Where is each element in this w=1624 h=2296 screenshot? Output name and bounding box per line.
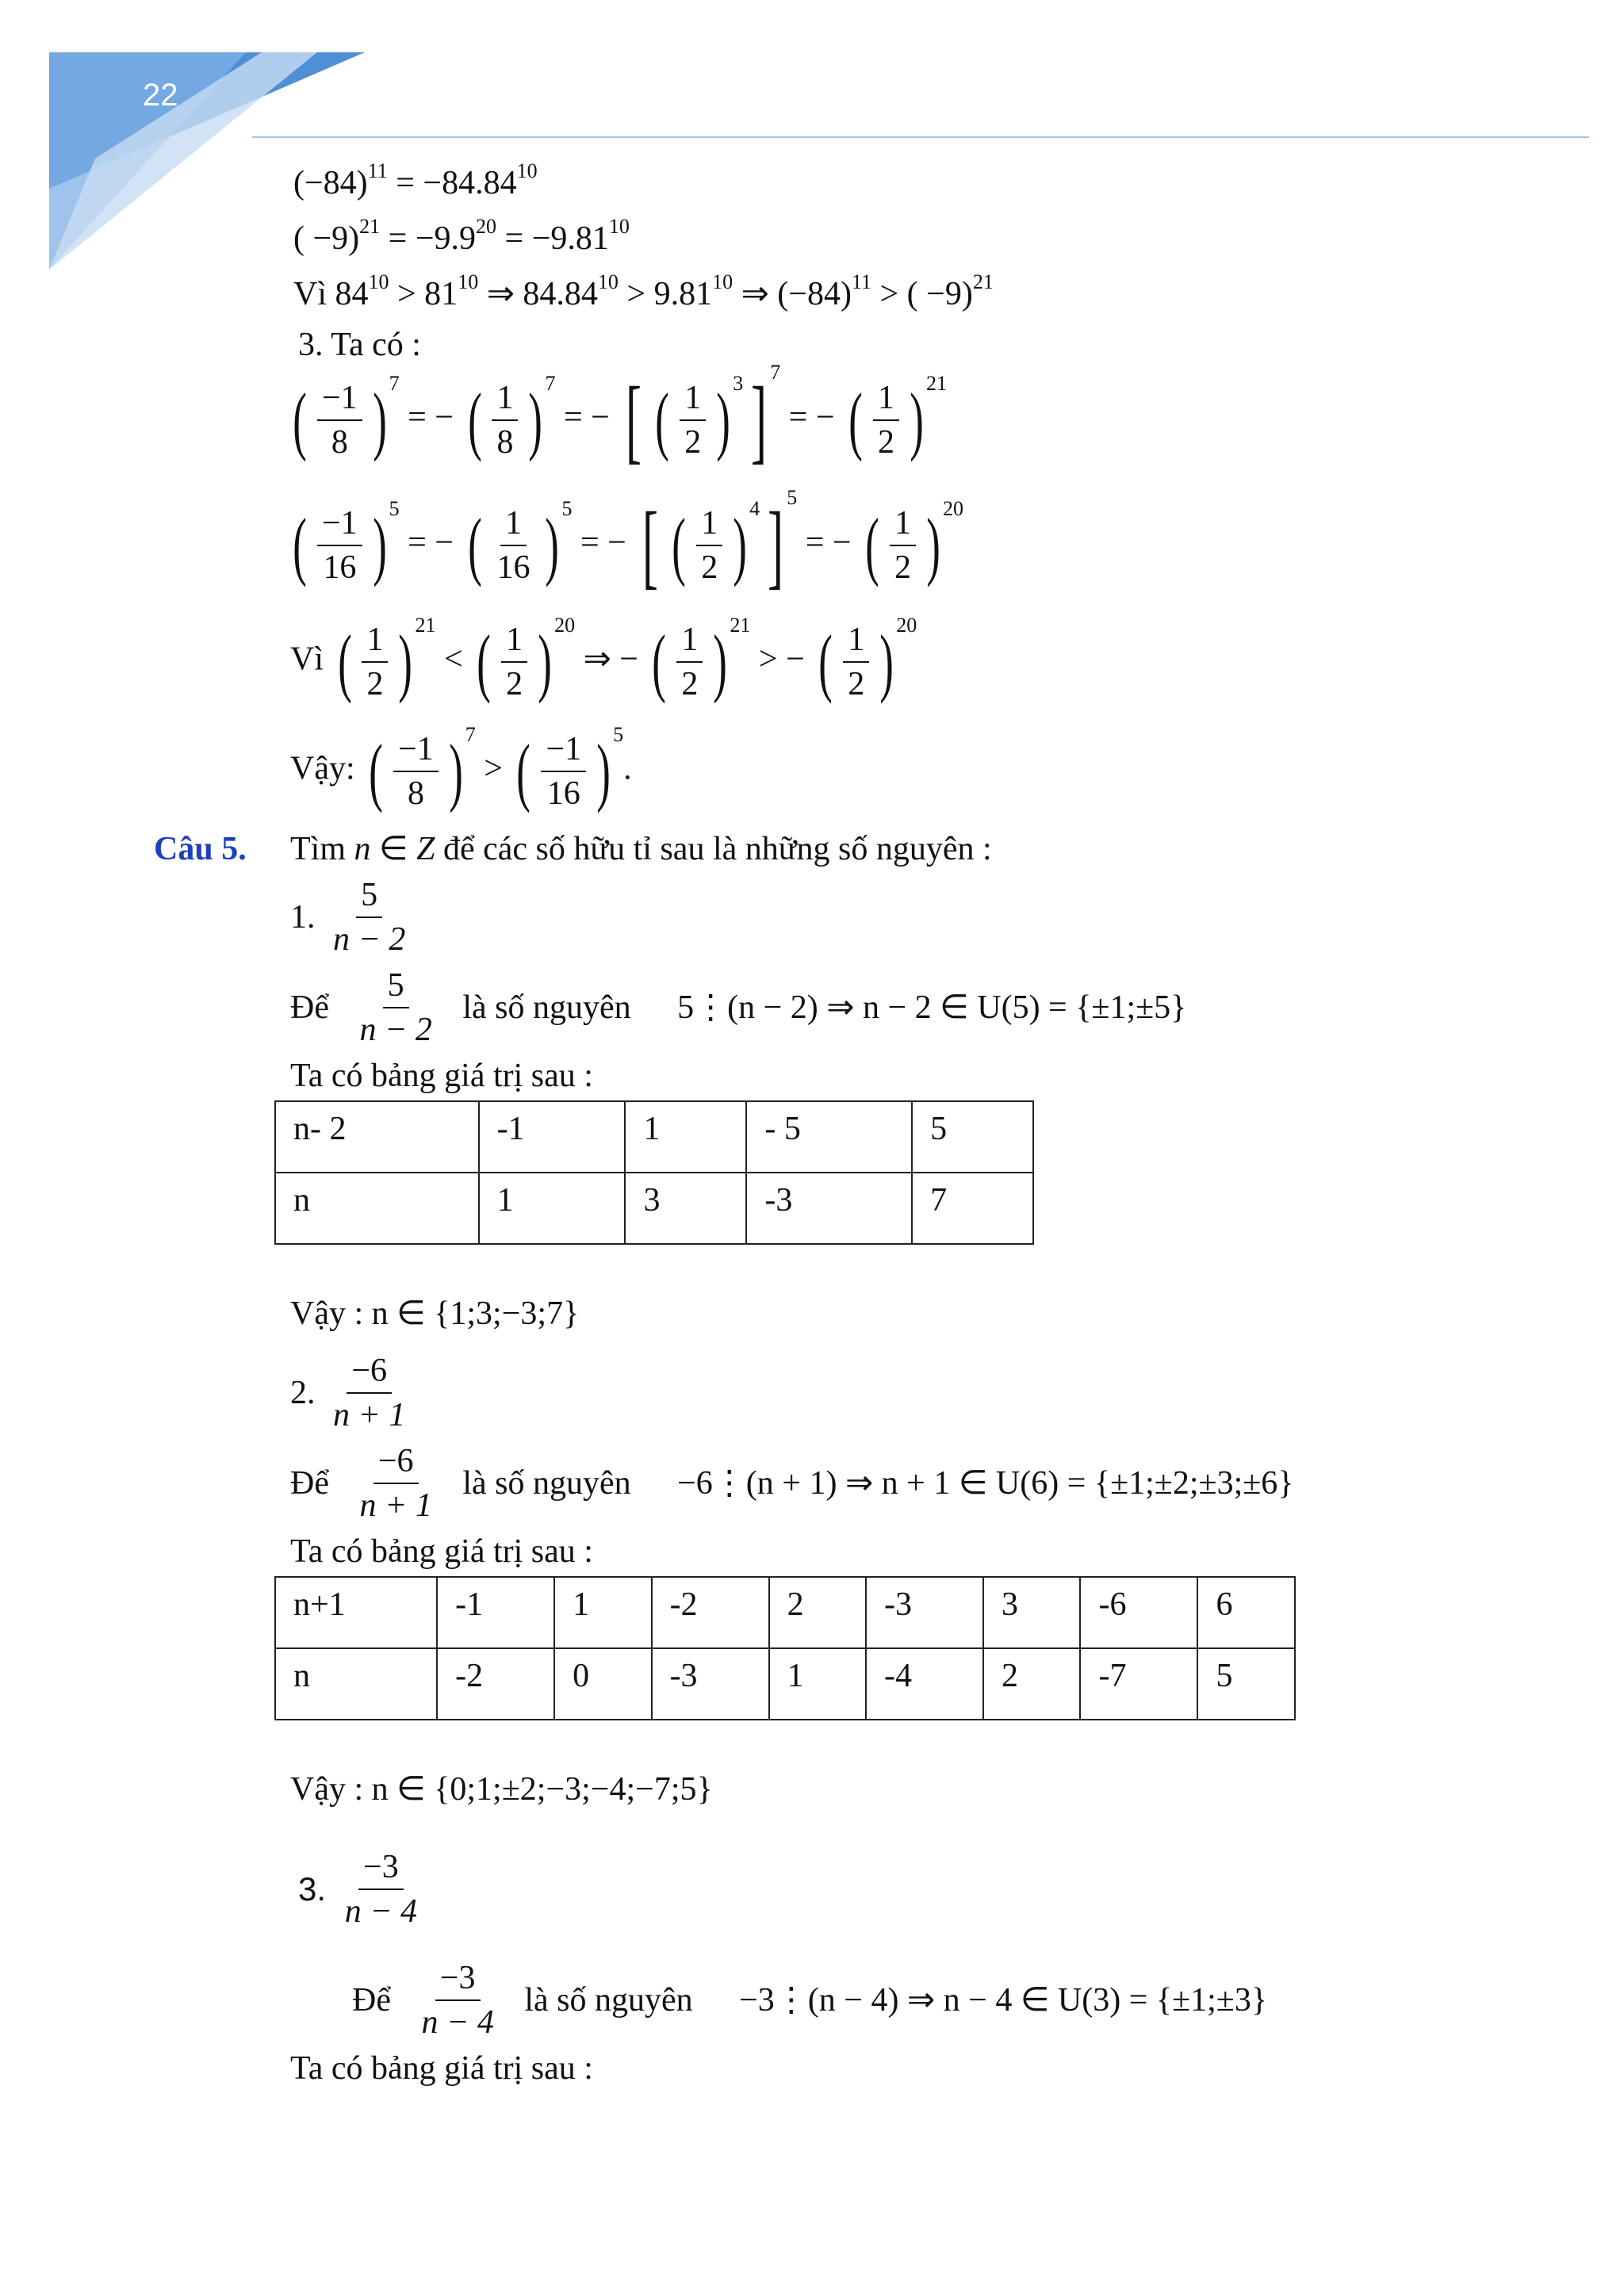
part3-heading: 3. $\frac{-3}{n - 4}$: [298, 1849, 418, 1930]
part3-condition: Để $\frac{-3}{n - 4}$ là số nguyên −3⋮(n − 4) ⇒ n − 4 ∈ U(3) = {±1;±3}: [352, 1960, 1268, 2041]
table-row: [275, 1648, 1295, 1720]
part2-heading: 2. $\frac{-6}{n + 1}$: [290, 1353, 406, 1433]
table-cell: 6: [1197, 1577, 1295, 1648]
question-prompt: Tìm n ∈ Z để các số hữu tỉ sau là những số nguyên :: [290, 831, 992, 867]
part1-heading: 1. $\frac{5}{n - 2}$: [290, 877, 406, 958]
value-table-2: [274, 1576, 1296, 1720]
page-number: 22: [143, 78, 178, 113]
table-cell: 3: [983, 1577, 1080, 1648]
table-cell: -2: [652, 1577, 769, 1648]
table-cell: -3: [866, 1577, 983, 1648]
table-cell: 0: [554, 1648, 651, 1720]
table-cell: 7: [912, 1173, 1033, 1244]
table-cell: 5: [912, 1101, 1033, 1173]
part1-vay: Vậy : n ∈ {1;3;−3;7}: [290, 1295, 580, 1332]
table-cell: -4: [866, 1648, 983, 1720]
equation-line-1: $(-84)^{11} = -84.84^{10}$: [293, 159, 538, 201]
table-cell: n: [275, 1173, 479, 1244]
table-cell: -7: [1080, 1648, 1197, 1720]
table-row: [275, 1577, 1295, 1648]
table-cell: 1: [769, 1648, 866, 1720]
table-cell: 2: [983, 1648, 1080, 1720]
table-cell: 3: [625, 1173, 746, 1244]
table-cell: -1: [479, 1101, 626, 1173]
table-cell: 5: [1197, 1648, 1295, 1720]
header-rule: [252, 136, 1589, 138]
comparison-line: Vì $84^{10} > 81^{10}$ ⇒ $84.84^{10} > 9.81^{10}$ ⇒ $(-84)^{11}$ > ( −9)$^{21}$: [293, 270, 994, 312]
table-cell: 2: [769, 1577, 866, 1648]
part3-table-title: Ta có bảng giá trị sau :: [290, 2050, 593, 2087]
table-cell: -1: [437, 1577, 554, 1648]
equation-eighth: ( $\frac{-1}{8}$ ) 7 = − ( $\frac{1}{8}$ ) 7 = − [ ( $\frac{1}{2}$ ) 3 ] 7 = − ( $\frac{1}{2}$ ) 21: [293, 361, 947, 473]
table-cell: -3: [746, 1173, 912, 1244]
table-cell: n+1: [275, 1577, 437, 1648]
table-row: [275, 1101, 1033, 1173]
part2-vay: Vậy : n ∈ {0;1;±2;−3;−4;−7;5}: [290, 1771, 713, 1808]
table-cell: 1: [625, 1101, 746, 1173]
part2-condition: Để $\frac{-6}{n + 1}$ là số nguyên −6⋮(n + 1) ⇒ n + 1 ∈ U(6) = {±1;±2;±3;±6}: [290, 1443, 1294, 1524]
table-row: [275, 1173, 1033, 1244]
equation-line-2: ( $-9)^{21} = -9.9^{20} = -9.81^{10}$: [293, 215, 630, 257]
table-cell: - 5: [746, 1101, 912, 1173]
table-cell: n: [275, 1648, 437, 1720]
question-label: Câu 5.: [154, 831, 247, 867]
table-cell: -3: [652, 1648, 769, 1720]
equation-sixteenth: ( $\frac{-1}{16}$ ) 5 = − ( $\frac{1}{16}$ ) 5 = − [ ( $\frac{1}{2}$ ) 4 ] 5 = − ( $\frac{1}{2}$ ) 20: [293, 486, 963, 598]
ta-co-heading: 3. Ta có :: [298, 327, 421, 363]
value-table-1: [274, 1100, 1034, 1245]
part1-table-title: Ta có bảng giá trị sau :: [290, 1058, 593, 1094]
vay-conclusion: Vậy: ( $\frac{-1}{8}$ ) 7 > ( $\frac{-1}{16}$ ) 5 .: [290, 723, 632, 813]
table-cell: -2: [437, 1648, 554, 1720]
table-cell: 1: [554, 1577, 651, 1648]
vi-comparison: Vì ( $\frac{1}{2}$ ) 21 < ( $\frac{1}{2}$ ) 20 ⇒ − ( $\frac{1}{2}$ ) 21 > − ( $\frac{1}{2}$ ) 20: [290, 614, 917, 704]
table-cell: 1: [479, 1173, 626, 1244]
table-cell: -6: [1080, 1577, 1197, 1648]
table-cell: n- 2: [275, 1101, 479, 1173]
part1-condition: Để $\frac{5}{n - 2}$ là số nguyên 5⋮(n − 2) ⇒ n − 2 ∈ U(5) = {±1;±5}: [290, 967, 1187, 1048]
part2-table-title: Ta có bảng giá trị sau :: [290, 1533, 593, 1570]
